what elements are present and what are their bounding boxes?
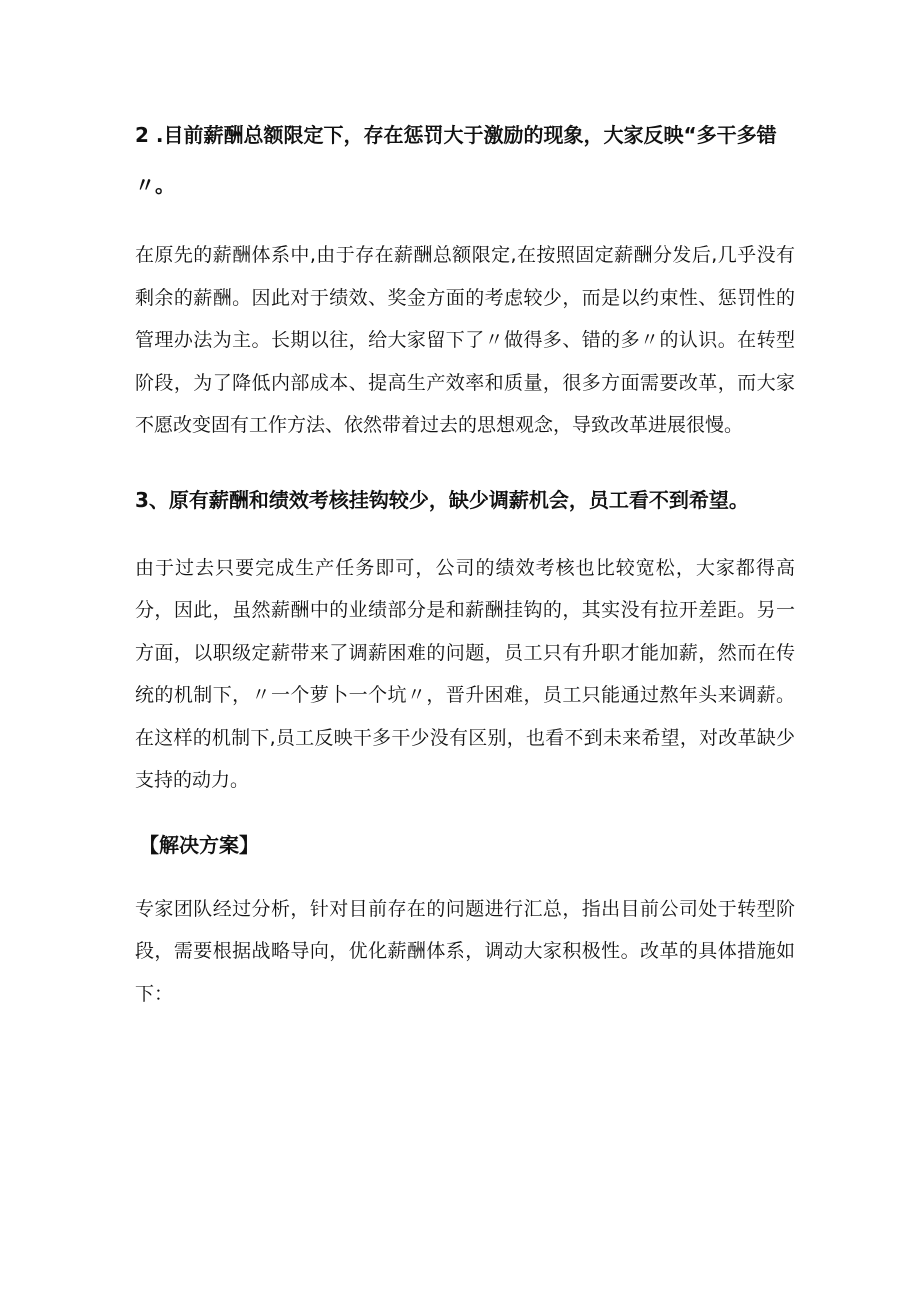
section-2-heading: 2 .目前薪酬总额限定下，存在惩罚大于激励的现象，大家反映“多干多错〃。 bbox=[135, 123, 777, 197]
spacer bbox=[135, 447, 795, 475]
solution-paragraph: 专家团队经过分析，针对目前存在的问题进行汇总，指出目前公司处于转型阶段，需要根据战略导向，优化薪酬体系，调动大家积极性。改革的具体措施如下： bbox=[135, 897, 795, 1005]
section-3-paragraph: 由于过去只要完成生产任务即可，公司的绩效考核也比较宽松，大家都得高分，因此，虽然薪酬中的业绩部分是和薪酬挂钩的，其实没有拉开差距。另一方面，以职级定薪带来了调薪困难的问题，员工只有升职才能加薪，然而在传统的机制下，〃一个萝卜一个坑〃，晋升困难，员工只能通过熬年头来调薪。在这样的机制下,员工反映干多干少没有区别，也看不到未来希望，对改革缺少支持的动力。 bbox=[135, 556, 795, 791]
spacer bbox=[135, 802, 795, 824]
spacer bbox=[135, 866, 795, 888]
section-2-paragraph: 在原先的薪酬体系中,由于存在薪酬总额限定,在按照固定薪酬分发后,几乎没有剩余的薪酬。因此对于绩效、奖金方面的考虑较少，而是以约束性、惩罚性的管理办法为主。长期以往，给大家留下了〃做得多、错的多〃的认识。在转型阶段，为了降低内部成本、提高生产效率和质量，很多方面需要改革，而大家不愿改变固有工作方法、依然带着过去的思想观念，导致改革进展很慢。 bbox=[135, 244, 795, 436]
solution-heading: 【解决方案】 bbox=[139, 832, 259, 857]
document-page bbox=[135, 110, 795, 1015]
spacer bbox=[135, 210, 795, 234]
section-3-heading: 3、原有薪酬和绩效考核挂钩较少，缺少调薪机会，员工看不到希望。 bbox=[135, 487, 749, 512]
spacer bbox=[135, 525, 795, 547]
